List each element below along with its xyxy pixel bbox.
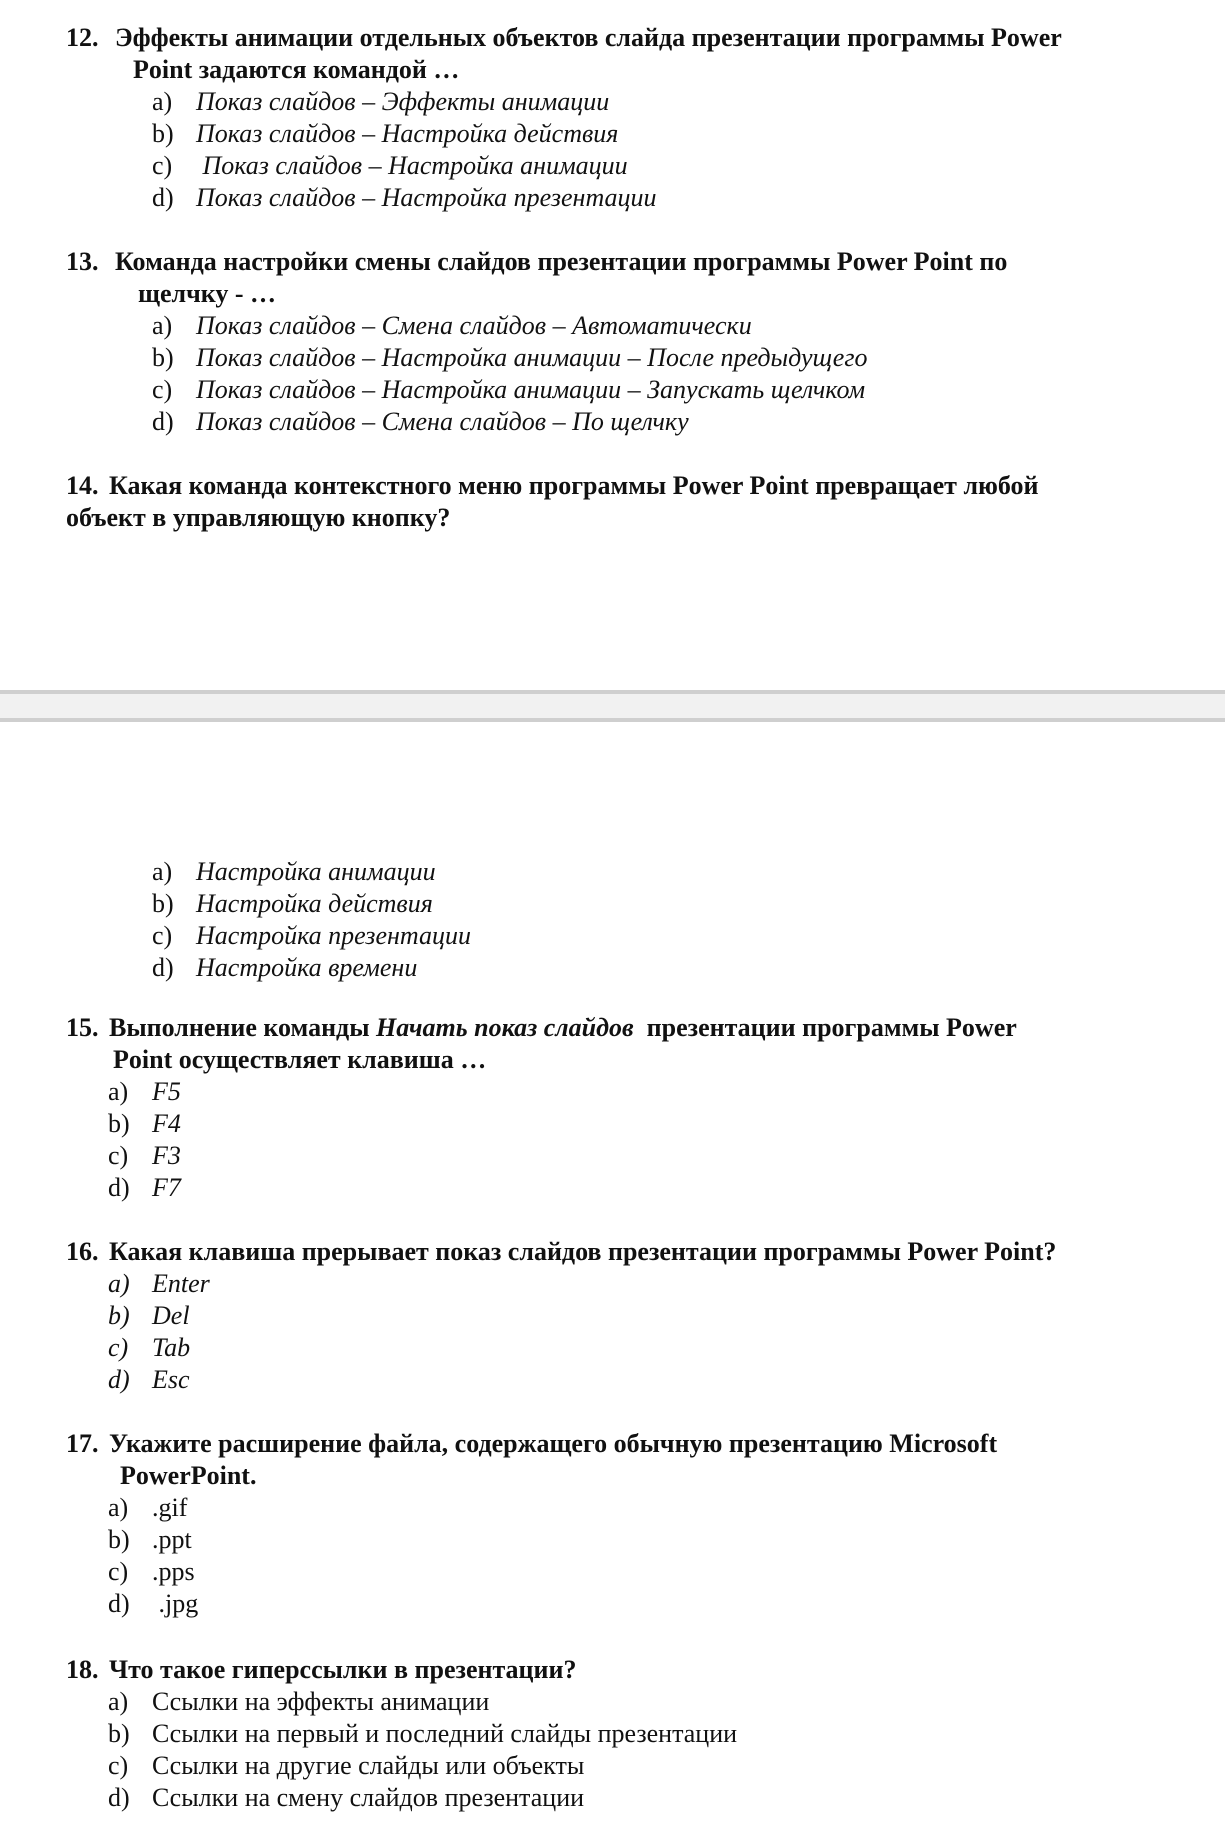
question-number: 15. (66, 1013, 99, 1042)
answer-option-d[interactable]: d) F7 (108, 1173, 181, 1202)
question-13 (0, 246, 1225, 438)
question-title-line: PowerPoint. (120, 1461, 257, 1490)
answer-options (0, 1492, 1225, 1620)
answer-option-a[interactable]: a) Показ слайдов – Эффекты анимации (152, 87, 610, 116)
document-page-bottom (0, 722, 1225, 1845)
answer-option-b[interactable]: b) F4 (108, 1109, 181, 1138)
question-title-line: презентации программы Power (633, 1013, 1017, 1042)
question-18 (0, 1654, 1225, 1814)
question-number: 12. (66, 23, 99, 52)
question-12 (0, 22, 1225, 214)
question-title-line: Point задаются командой … (133, 55, 460, 84)
answer-option-c[interactable]: c) Настройка презентации (152, 921, 471, 950)
question-title-line: щелчку - … (138, 279, 277, 308)
answer-options (0, 310, 1225, 438)
answer-option-d[interactable]: d) .jpg (108, 1589, 199, 1618)
question-title-line: Укажите расширение файла, содержащего обычную презентацию Microsoft (109, 1429, 998, 1458)
question-title-line: Эффекты анимации отдельных объектов слайда презентации программы Power (115, 23, 1062, 52)
question-number: 13. (66, 247, 99, 276)
answer-option-d[interactable]: d) Показ слайдов – Смена слайдов – По щелчку (152, 407, 689, 436)
answer-options (0, 1268, 1225, 1396)
question-title (0, 246, 1225, 310)
answer-option-b[interactable]: b) Настройка действия (152, 889, 433, 918)
answer-options (0, 1076, 1225, 1204)
question-title (0, 1654, 1225, 1686)
question-title-line: объект в управляющую кнопку? (66, 503, 451, 532)
answer-options (0, 856, 1225, 984)
answer-option-c[interactable]: c) Показ слайдов – Настройка анимации (152, 151, 628, 180)
question-title-line: Выполнение команды (109, 1013, 376, 1042)
question-title-line: Что такое гиперссылки в презентации? (109, 1655, 577, 1684)
question-title (0, 1012, 1225, 1076)
page-break (0, 690, 1225, 722)
question-number: 17. (66, 1429, 99, 1458)
answer-option-a[interactable]: a) Enter (108, 1269, 210, 1298)
question-17 (0, 1428, 1225, 1620)
question-number: 14. (66, 471, 99, 500)
answer-options (0, 1686, 1225, 1814)
question-title-line: Команда настройки смены слайдов презентации программы Power Point по (115, 247, 1008, 276)
answer-option-a[interactable]: a) Ссылки на эффекты анимации (108, 1687, 490, 1716)
question-14 (0, 470, 1225, 534)
answer-option-b[interactable]: b) Показ слайдов – Настройка действия (152, 119, 619, 148)
question-title-line: Какая команда контекстного меню программы Power Point превращает любой (109, 471, 1039, 500)
question-number: 16. (66, 1237, 99, 1266)
answer-option-b[interactable]: b) .ppt (108, 1525, 192, 1554)
question-title (0, 470, 1225, 534)
answer-option-b[interactable]: b) Del (108, 1301, 190, 1330)
question-number: 18. (66, 1655, 99, 1684)
answer-option-c[interactable]: c) Tab (108, 1333, 191, 1362)
answer-option-d[interactable]: d) Настройка времени (152, 953, 418, 982)
answer-option-d[interactable]: d) Esc (108, 1365, 190, 1394)
question-15 (0, 1012, 1225, 1204)
answer-option-d[interactable]: d) Ссылки на смену слайдов презентации (108, 1783, 585, 1812)
document-page-top (0, 0, 1225, 690)
question-title (0, 1428, 1225, 1492)
answer-option-a[interactable]: a) Настройка анимации (152, 857, 436, 886)
answer-option-a[interactable]: a) Показ слайдов – Смена слайдов – Автоматически (152, 311, 752, 340)
answer-option-a[interactable]: a) .gif (108, 1493, 188, 1522)
question-title (0, 1236, 1225, 1268)
question-16 (0, 1236, 1225, 1396)
question-title-line: Point осуществляет клавиша … (113, 1045, 487, 1074)
question-title (0, 22, 1225, 86)
answer-option-b[interactable]: b) Ссылки на первый и последний слайды презентации (108, 1719, 738, 1748)
answer-options (0, 86, 1225, 214)
answer-option-d[interactable]: d) Показ слайдов – Настройка презентации (152, 183, 657, 212)
answer-option-c[interactable]: c) .pps (108, 1557, 195, 1586)
answer-option-c[interactable]: c) F3 (108, 1141, 181, 1170)
answer-option-b[interactable]: b) Показ слайдов – Настройка анимации – После предыдущего (152, 343, 868, 372)
question-title-line: Какая клавиша прерывает показ слайдов презентации программы Power Point? (109, 1237, 1057, 1266)
question-14-options (0, 856, 1225, 984)
command-name: Начать показ слайдов (376, 1013, 634, 1042)
answer-option-a[interactable]: a) F5 (108, 1077, 181, 1106)
answer-option-c[interactable]: c) Ссылки на другие слайды или объекты (108, 1751, 585, 1780)
answer-option-c[interactable]: c) Показ слайдов – Настройка анимации – Запускать щелчком (152, 375, 866, 404)
